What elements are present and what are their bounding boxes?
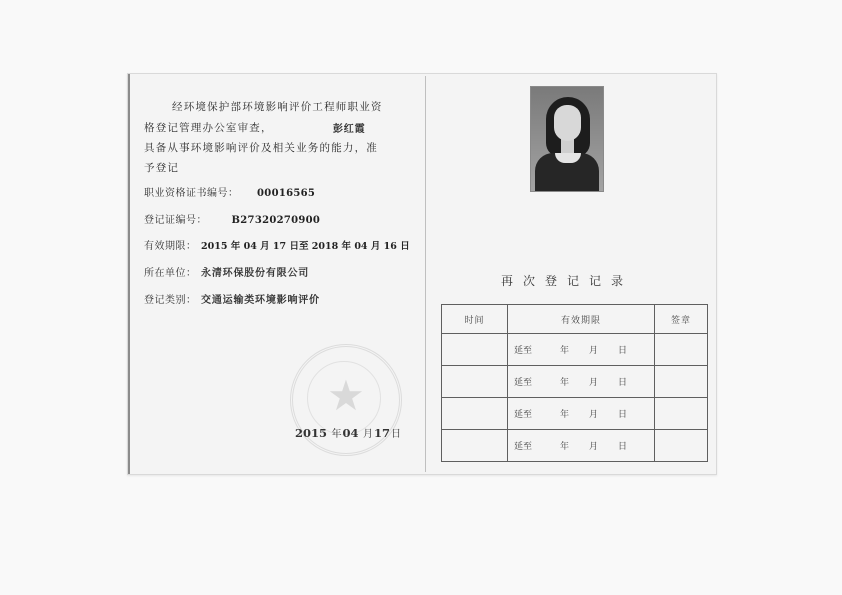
row-time-cell	[442, 334, 508, 366]
row-seal-cell	[655, 398, 708, 430]
row-prefix: 延至	[514, 442, 533, 452]
intro-line-1: 经环境保护部环境影响评价工程师职业资	[172, 101, 383, 113]
intro-line-4: 予登记	[144, 162, 180, 174]
category-value: 交通运输类环境影响评价	[201, 295, 320, 306]
row-seal-cell	[655, 366, 708, 398]
table-row	[442, 334, 708, 366]
row-month-unit: 月	[589, 378, 599, 388]
issue-day-unit: 日	[391, 429, 402, 440]
table-header-row	[442, 305, 708, 334]
row-year-unit: 年	[560, 346, 570, 356]
row-prefix: 延至	[514, 410, 533, 420]
issue-year: 2015	[295, 426, 328, 440]
row-time-cell	[442, 430, 508, 462]
intro-line-3: 具备从事环境影响评价及相关业务的能力，准	[144, 142, 378, 154]
row-month-unit: 月	[589, 346, 599, 356]
reg-number-row	[144, 211, 320, 226]
cert-number-value: 00016565	[257, 188, 316, 199]
row-time-cell	[442, 398, 508, 430]
issue-month-unit: 月	[363, 429, 374, 440]
header-time: 时间	[442, 305, 508, 334]
category-label: 登记类别：	[144, 295, 197, 306]
validity-label: 有效期限：	[144, 241, 197, 252]
row-prefix: 延至	[514, 378, 533, 388]
row-year-unit: 年	[560, 378, 570, 388]
issue-day: 17	[374, 426, 391, 440]
row-seal-cell	[655, 430, 708, 462]
row-month-unit: 月	[589, 442, 599, 452]
row-year-unit: 年	[560, 410, 570, 420]
unit-label: 所在单位：	[144, 268, 197, 279]
header-validity: 有效期限	[508, 305, 655, 334]
row-day-unit: 日	[618, 378, 628, 388]
row-year-unit: 年	[560, 442, 570, 452]
row-day-unit: 日	[618, 346, 628, 356]
table-row	[442, 366, 708, 398]
cert-number-label: 职业资格证书编号：	[144, 188, 239, 199]
validity-row	[144, 237, 410, 252]
row-seal-cell	[655, 334, 708, 366]
reg-number-label: 登记证编号：	[144, 215, 207, 226]
reg-number-value: B27320270900	[231, 215, 321, 226]
row-prefix: 延至	[514, 346, 533, 356]
issue-month: 04	[342, 426, 359, 440]
unit-row	[144, 264, 309, 279]
row-validity-cell	[508, 366, 655, 398]
row-day-unit: 日	[618, 410, 628, 420]
table-row	[442, 398, 708, 430]
seal-star-icon: ★	[327, 371, 365, 420]
id-photo	[530, 86, 604, 192]
row-time-cell	[442, 366, 508, 398]
right-page	[426, 74, 716, 474]
header-seal: 签章	[655, 305, 708, 334]
row-validity-cell	[508, 334, 655, 366]
row-month-unit: 月	[589, 410, 599, 420]
validity-value: 2015 年 04 月 17 日至 2018 年 04 月 16 日	[201, 241, 410, 252]
category-row	[144, 291, 320, 306]
intro-line-2: 格登记管理办公室审查，	[144, 122, 273, 134]
row-validity-cell	[508, 430, 655, 462]
records-title: 再次登记记录	[501, 274, 634, 288]
left-page	[128, 74, 427, 474]
certificate-booklet	[127, 73, 717, 475]
issue-date	[295, 425, 402, 440]
table-row	[442, 430, 708, 462]
person-name: 彭红霞	[333, 124, 366, 135]
row-validity-cell	[508, 398, 655, 430]
issue-year-unit: 年	[331, 429, 342, 440]
row-day-unit: 日	[618, 442, 628, 452]
re-registration-table	[441, 304, 708, 462]
unit-value: 永清环保股份有限公司	[201, 268, 310, 279]
cert-number-row	[144, 184, 315, 199]
